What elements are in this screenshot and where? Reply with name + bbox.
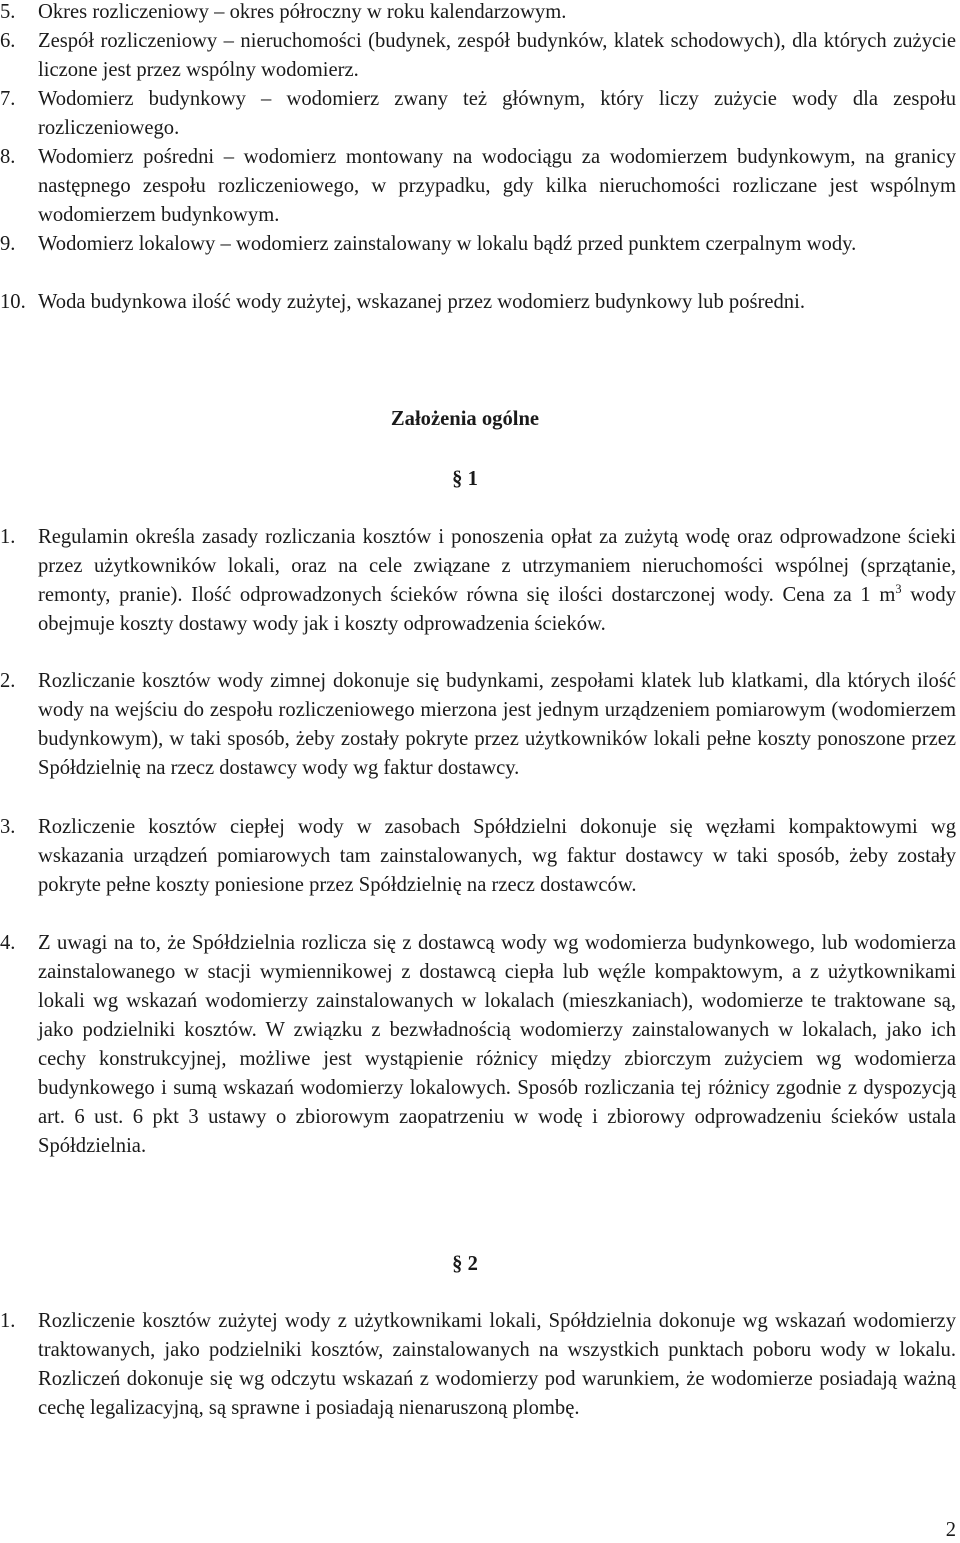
item-text: Regulamin określa zasady rozliczania kosztów i ponoszenia opłat za zużytą wodę oraz odprowadzone ścieki przez użytkowników lokali, oraz na cele związane z utrzymaniem nieruchomości wspólnej (sprzątanie, remonty, pranie). Ilość odprowadzonych ścieków równa się ilości dostarczonej wody. Cena za 1 $m^3$ wody obejmuje koszty dostawy wody jak i koszty odprowadzenia ścieków. (38, 526, 956, 635)
paragraph-mark: § 1 (452, 468, 478, 490)
item-number: 10. (0, 291, 26, 313)
definition-item (0, 288, 956, 317)
item-number: 5. (0, 1, 16, 23)
definition-item (0, 143, 956, 230)
item-text: Wodomierz pośredni – wodomierz montowany na wodociągu za wodomierzem budynkowym, na granicy następnego zespołu rozliczeniowego, w przypadku, gdy kilka nieruchomości rozliczane jest wspólnym wodomierzem budynkowym. (38, 146, 956, 226)
item-number: 4. (0, 932, 16, 954)
item-text: Rozliczanie kosztów wody zimnej dokonuje się budynkami, zespołami klatek lub klatkami, dla których ilość wody na wejściu do zespołu rozliczeniowego mierzona jest jednym urządzeniem pomiarowym (wodomierzem budynkowym), w taki sposób, żeby zostały pokryte przez użytkowników lokali pełne koszty ponoszone przez Spółdzielnię na rzecz dostawcy wody wg faktur dostawcy. (38, 670, 956, 779)
regulation-item (0, 929, 956, 1161)
item-number: 2. (0, 670, 16, 692)
item-text: Rozliczenie kosztów ciepłej wody w zasobach Spółdzielni dokonuje się węzłami kompaktowymi wg wskazania urządzeń pomiarowych tam zainstalowanych, wg faktur dostawcy w taki sposób, żeby zostały pokryte pełne koszty poniesione przez Spółdzielnię na rzecz dostawców. (38, 816, 956, 896)
paragraph-mark: § 2 (452, 1253, 478, 1275)
definition-item (0, 85, 956, 143)
definition-item (0, 0, 956, 27)
item-text: Rozliczenie kosztów zużytej wody z użytkownikami lokali, Spółdzielnia dokonuje wg wskazań wodomierzy traktowanych, jako podzielniki kosztów, zainstalowanych na wszystkich punktach poboru wody w lokalu. Rozliczeń dokonuje się wg odczytu wskazań z wodomierzy pod warunkiem, że wodomierze posiadają ważną cechę legalizacyjną, są sprawne i posiadają nienaruszoną plombę. (38, 1310, 956, 1419)
definition-item (0, 27, 956, 85)
item-number: 1. (0, 1310, 16, 1332)
item-number: 1. (0, 526, 16, 548)
regulation-item (0, 523, 956, 639)
regulation-item (0, 667, 956, 783)
item-text: Wodomierz lokalowy – wodomierz zainstalowany w lokalu bądź przed punktem czerpalnym wody. (38, 233, 857, 255)
section-heading: Założenia ogólne (390, 408, 540, 430)
regulation-item (0, 813, 956, 900)
regulation-item (0, 1307, 956, 1423)
item-text: Woda budynkowa ilość wody zużytej, wskazanej przez wodomierz budynkowy lub pośredni. (38, 291, 805, 313)
page-number: 2 (945, 1519, 956, 1541)
item-number: 8. (0, 146, 16, 168)
item-number: 3. (0, 816, 16, 838)
item-number: 7. (0, 88, 16, 110)
item-number: 9. (0, 233, 16, 255)
definition-item (0, 230, 956, 259)
item-text: Z uwagi na to, że Spółdzielnia rozlicza się z dostawcą wody wg wodomierza budynkowego, lub wodomierza zainstalowanego w stacji wymiennikowej z dostawcą ciepła lub węźle kompaktowym, a z użytkownikami lokali wg wskazań wodomierzy zainstalowanych w lokalach (mieszkaniach), wodomierze te traktowane są, jako podzielniki kosztów. W związku z bezwładnością wodomierzy zainstalowanych w lokalach, jako ich cechy konstrukcyjnej, możliwe jest wystąpienie różnicy między zbiorczym zużyciem wg wodomierza budynkowego i sumą wskazań wodomierzy lokalowych. Sposób rozliczania tej różnicy zgodnie z dyspozycją art. 6 ust. 6 pkt 3 ustawy o zbiorowym zaopatrzeniu w wodę i zbiorowy odprowadzeniu ścieków ustala Spółdzielnia. (38, 932, 956, 1157)
item-number: 6. (0, 30, 16, 52)
item-text: Wodomierz budynkowy – wodomierz zwany też głównym, który liczy zużycie wody dla zespołu rozliczeniowego. (38, 88, 956, 139)
superscript-exponent: 3 (895, 582, 902, 597)
item-text: Okres rozliczeniowy – okres półroczny w roku kalendarzowym. (38, 1, 567, 23)
item-text: Zespół rozliczeniowy – nieruchomości (budynek, zespół budynków, klatek schodowych), dla których zużycie liczone jest przez wspólny wodomierz. (38, 30, 956, 81)
